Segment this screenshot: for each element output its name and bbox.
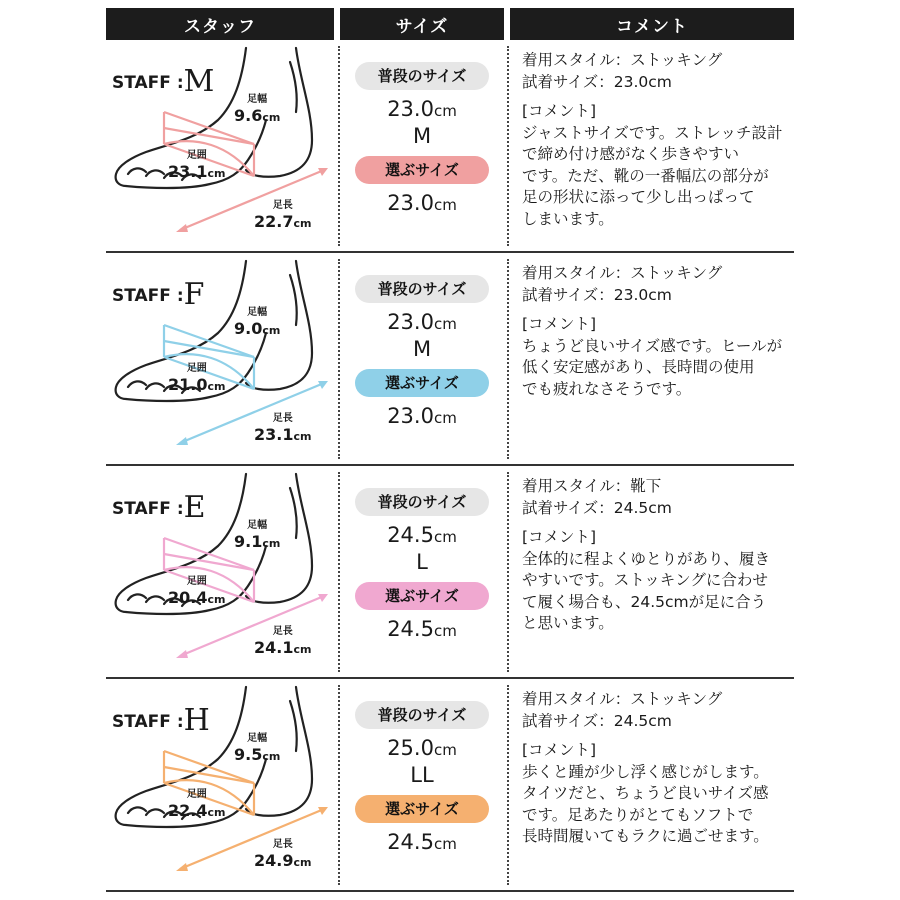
column-divider	[507, 46, 509, 246]
header-staff: スタッフ	[106, 8, 334, 40]
comment-line: 歩くと踵が少し浮く感じがします。	[522, 762, 769, 781]
staff-row-e	[106, 466, 794, 679]
staff-name	[112, 703, 210, 738]
chosen-size-badge: 選ぶサイズ	[355, 582, 489, 610]
foot-length-label: 足長 23.1cm	[254, 413, 312, 444]
comment-line: しまいます。	[522, 209, 614, 228]
column-divider	[507, 472, 509, 672]
staff-name	[112, 277, 204, 312]
chosen-size-value: 23.0cm	[387, 191, 457, 215]
wear-style: 着用スタイル：ストッキング	[522, 690, 723, 708]
staff-letter: M	[183, 64, 215, 99]
normal-size-letter: M	[412, 124, 432, 148]
foot-length-label: 足長 22.7cm	[254, 200, 312, 231]
comment-column	[522, 476, 800, 635]
staff-row-h	[106, 679, 794, 892]
chosen-size-badge: 選ぶサイズ	[355, 156, 489, 184]
comment-text	[522, 123, 800, 231]
staff-letter: F	[183, 277, 205, 312]
normal-size-badge: 普段のサイズ	[355, 62, 489, 90]
size-column	[340, 679, 504, 890]
comment-column	[522, 689, 800, 848]
staff-prefix: STAFF :	[112, 499, 184, 519]
staff-letter: H	[183, 703, 210, 738]
try-size: 試着サイズ：23.0cm	[522, 72, 672, 91]
normal-size-letter: M	[412, 337, 432, 361]
foot-girth-label: 足囲 22.4cm	[168, 789, 226, 820]
comment-line: と思います。	[522, 614, 614, 632]
foot-length-label: 足長 24.1cm	[254, 626, 312, 657]
header-size: サイズ	[340, 8, 504, 40]
column-divider	[507, 685, 509, 885]
table-header	[106, 8, 794, 40]
comment-column	[522, 50, 800, 230]
foot-width-label: 足幅 9.0cm	[234, 307, 281, 338]
foot-length-label: 足長 24.9cm	[254, 839, 312, 870]
comment-line: ちょうど良いサイズ感です。ヒールが	[522, 336, 783, 355]
normal-size-letter: LL	[410, 763, 434, 787]
comment-line: でも疲れなさそうです。	[522, 379, 692, 398]
header-comment: コメント	[510, 8, 794, 40]
chosen-size-badge: 選ぶサイズ	[355, 369, 489, 397]
chosen-size-value: 23.0cm	[387, 404, 457, 428]
staff-row-m	[106, 40, 794, 253]
comment-text	[522, 549, 800, 635]
comment-column	[522, 263, 800, 400]
staff-letter: E	[183, 490, 206, 525]
foot-width-label: 足幅 9.1cm	[234, 520, 281, 551]
comment-line: タイツだと、ちょうど良いサイズ感	[522, 784, 769, 802]
wear-style: 着用スタイル：ストッキング	[522, 264, 723, 282]
comment-text	[522, 762, 800, 848]
normal-size-value: 24.5cm	[387, 523, 457, 547]
chosen-size-value: 24.5cm	[387, 830, 457, 854]
comment-line: 全体的に程よくゆとりがあり、履き	[522, 549, 771, 568]
comment-line: 足の形状に添って少し出っぱって	[522, 188, 755, 206]
chosen-size-value: 24.5cm	[387, 617, 457, 641]
chosen-size-badge: 選ぶサイズ	[355, 795, 489, 823]
comment-text	[522, 336, 800, 401]
try-size: 試着サイズ：24.5cm	[522, 711, 672, 730]
try-size: 試着サイズ：24.5cm	[522, 498, 672, 517]
normal-size-value: 23.0cm	[387, 97, 457, 121]
normal-size-value: 25.0cm	[387, 736, 457, 760]
comment-heading: [コメント]	[522, 102, 597, 120]
staff-name	[112, 490, 206, 525]
comment-line: で締め付け感がなく歩きやすい	[522, 145, 740, 163]
staff-name	[112, 64, 214, 99]
comment-line: て履く場合も、24.5cmが足に合う	[522, 592, 767, 611]
normal-size-badge: 普段のサイズ	[355, 701, 489, 729]
staff-prefix: STAFF :	[112, 286, 184, 306]
foot-width-label: 足幅 9.5cm	[234, 733, 281, 764]
foot-width-label: 足幅 9.6cm	[234, 94, 281, 125]
comment-line: やすいです。ストッキングに合わせ	[522, 571, 768, 589]
comment-heading: [コメント]	[522, 528, 597, 546]
staff-prefix: STAFF :	[112, 73, 184, 93]
foot-girth-label: 足囲 20.4cm	[168, 576, 226, 607]
comment-line: です。足あたりがとてもソフトで	[522, 805, 754, 824]
comment-line: 長時間履いてもラクに過ごせます。	[522, 827, 769, 845]
foot-diagram	[106, 40, 334, 251]
normal-size-badge: 普段のサイズ	[355, 488, 489, 516]
staff-row-f	[106, 253, 794, 466]
normal-size-letter: L	[416, 550, 428, 574]
comment-heading: [コメント]	[522, 741, 597, 759]
size-column	[340, 466, 504, 677]
size-column	[340, 253, 504, 464]
column-divider	[507, 259, 509, 459]
comment-line: ジャストサイズです。ストレッチ設計	[522, 123, 783, 142]
wear-style: 着用スタイル：靴下	[522, 477, 662, 495]
foot-diagram	[106, 466, 334, 677]
size-column	[340, 40, 504, 251]
wear-style: 着用スタイル：ストッキング	[522, 51, 723, 69]
foot-diagram	[106, 253, 334, 464]
try-size: 試着サイズ：23.0cm	[522, 285, 672, 304]
comment-line: 低く安定感があり、長時間の使用	[522, 358, 755, 376]
comment-line: です。ただ、靴の一番幅広の部分が	[522, 166, 769, 185]
comment-heading: [コメント]	[522, 315, 597, 333]
size-table	[106, 8, 794, 40]
normal-size-value: 23.0cm	[387, 310, 457, 334]
foot-girth-label: 足囲 23.1cm	[168, 150, 226, 181]
foot-girth-label: 足囲 21.0cm	[168, 363, 226, 394]
normal-size-badge: 普段のサイズ	[355, 275, 489, 303]
foot-diagram	[106, 679, 334, 890]
staff-prefix: STAFF :	[112, 712, 184, 732]
